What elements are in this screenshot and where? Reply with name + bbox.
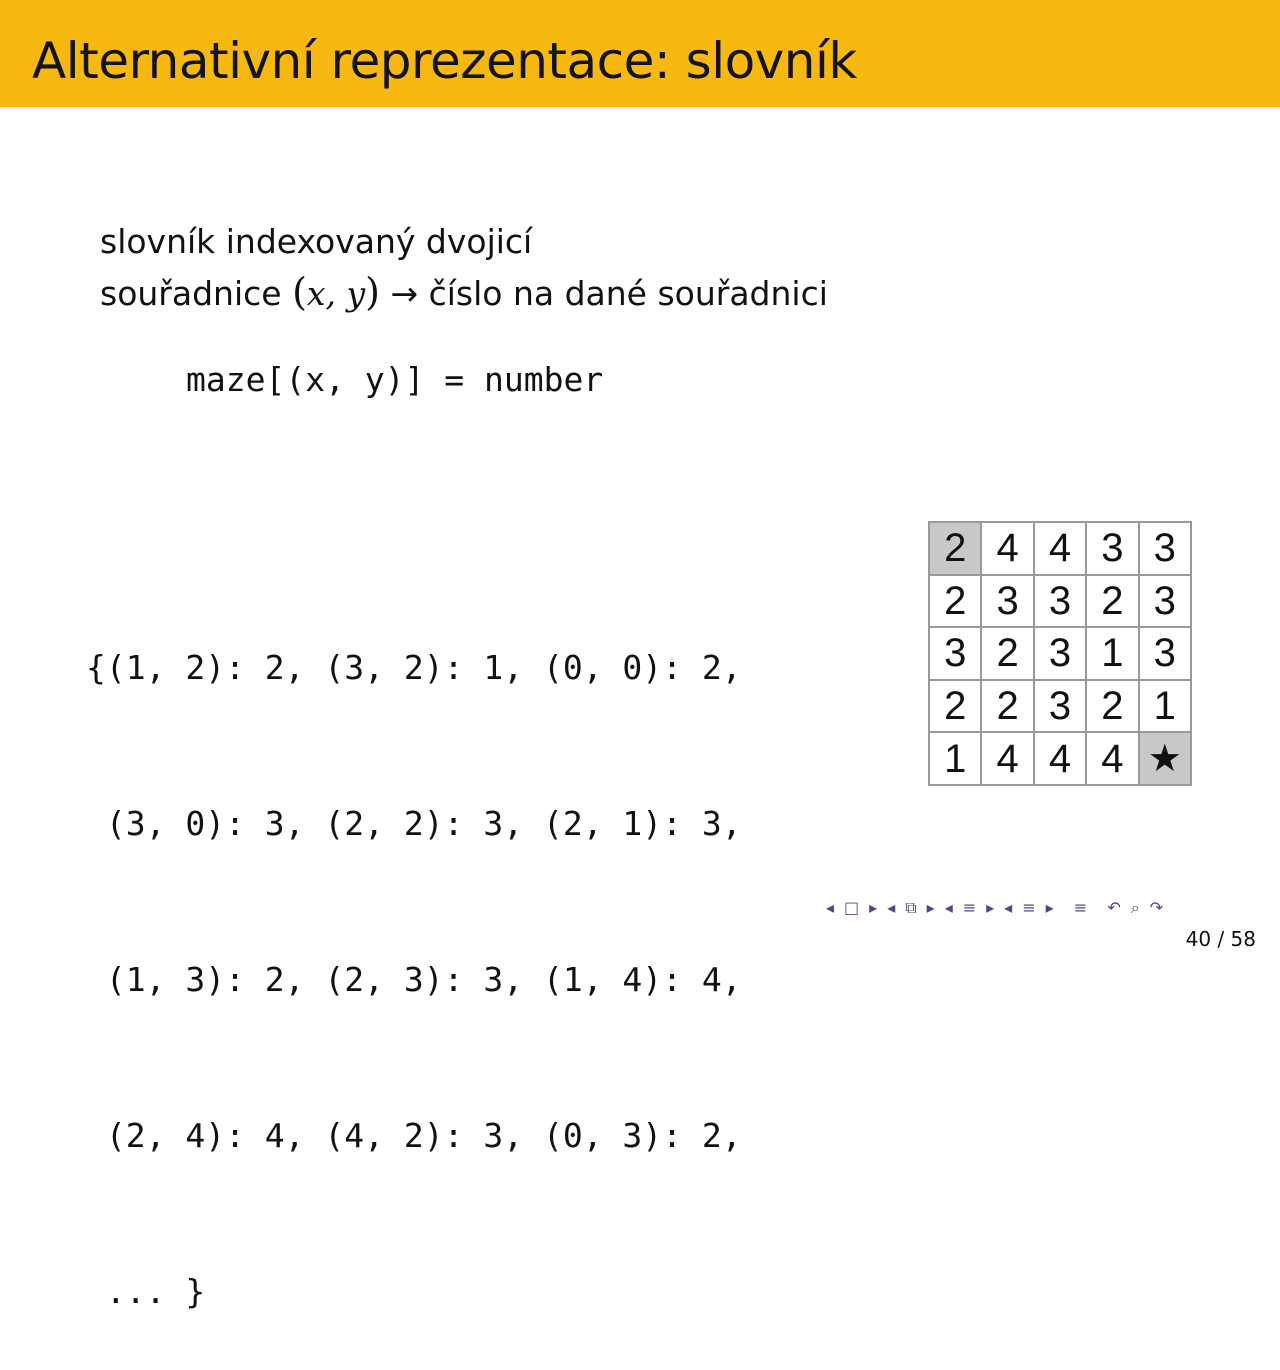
arrow: → <box>379 274 429 313</box>
text-line-2-suffix: číslo na dané souřadnici <box>428 274 828 313</box>
nav-next-document-icon[interactable]: ▸ <box>1045 898 1054 917</box>
grid-cell: 2 <box>1087 681 1137 732</box>
dict-literal <box>86 538 742 1370</box>
math-xy: x, y <box>306 274 366 313</box>
dict-line: ... } <box>86 1272 206 1311</box>
dict-line: {(1, 2): 2, (3, 2): 1, (0, 0): 2, <box>86 648 742 687</box>
grid-cell: 2 <box>982 681 1032 732</box>
dict-line: (1, 3): 2, (2, 3): 3, (1, 4): 4, <box>86 960 742 999</box>
nav-frame-icon[interactable]: □ <box>844 898 860 917</box>
grid-cell: 2 <box>930 681 980 732</box>
grid-cell: ★ <box>1140 733 1190 784</box>
nav-undo-icon[interactable]: ↶ <box>1107 898 1121 917</box>
lparen: ( <box>292 270 307 314</box>
nav-next-subsection-icon[interactable]: ▸ <box>926 898 935 917</box>
slide-title: Alternativní reprezentace: slovník <box>32 32 857 90</box>
dict-line: (2, 4): 4, (4, 2): 3, (0, 3): 2, <box>86 1116 742 1155</box>
maze-grid <box>928 521 1192 786</box>
text-line-2 <box>100 270 828 316</box>
page-number: 40 / 58 <box>1185 927 1256 951</box>
beamer-navigation[interactable] <box>826 898 1163 918</box>
grid-cell: 3 <box>982 576 1032 627</box>
nav-prev-section-icon[interactable]: ◂ <box>944 898 953 917</box>
nav-toc-icon[interactable]: ≡ <box>1063 898 1098 917</box>
grid-cell: 4 <box>1087 733 1137 784</box>
title-bar <box>0 0 1280 107</box>
grid-cell: 3 <box>1035 681 1085 732</box>
grid-cell: 1 <box>1087 628 1137 679</box>
grid-cell: 4 <box>1035 523 1085 574</box>
grid-cell: 2 <box>930 576 980 627</box>
grid-cell: 1 <box>930 733 980 784</box>
nav-prev-subsection-icon[interactable]: ◂ <box>887 898 896 917</box>
text-line-1: slovník indexovaný dvojicí <box>100 222 533 261</box>
dict-line: (3, 0): 3, (2, 2): 3, (2, 1): 3, <box>86 804 742 843</box>
grid-cell: 4 <box>1035 733 1085 784</box>
nav-redo-icon[interactable]: ↷ <box>1149 898 1164 917</box>
grid-cell: 3 <box>1140 576 1190 627</box>
nav-search-icon[interactable]: ⌕ <box>1130 898 1140 917</box>
grid-cell: 2 <box>982 628 1032 679</box>
grid-cell: 1 <box>1140 681 1190 732</box>
grid-cell: 3 <box>1140 523 1190 574</box>
nav-subsection-icon[interactable]: ⧉ <box>905 898 917 917</box>
nav-next-frame-icon[interactable]: ▸ <box>869 898 878 917</box>
grid-cell: 3 <box>1140 628 1190 679</box>
grid-cell: 3 <box>1035 628 1085 679</box>
grid-cell: 4 <box>982 523 1032 574</box>
nav-next-section-icon[interactable]: ▸ <box>986 898 995 917</box>
code-maze-assignment: maze[(x, y)] = number <box>186 360 604 399</box>
nav-document-icon[interactable]: ≡ <box>1022 898 1036 917</box>
grid-cell: 3 <box>930 628 980 679</box>
grid-cell: 3 <box>1087 523 1137 574</box>
grid-cell: 2 <box>1087 576 1137 627</box>
grid-cell: 2 <box>930 523 980 574</box>
nav-section-icon[interactable]: ≡ <box>962 898 977 917</box>
nav-prev-frame-icon[interactable]: ◂ <box>826 898 835 917</box>
nav-prev-document-icon[interactable]: ◂ <box>1004 898 1013 917</box>
grid-cell: 4 <box>982 733 1032 784</box>
rparen: ) <box>365 270 380 314</box>
text-line-2-prefix: souřadnice <box>100 274 293 313</box>
grid-cell: 3 <box>1035 576 1085 627</box>
